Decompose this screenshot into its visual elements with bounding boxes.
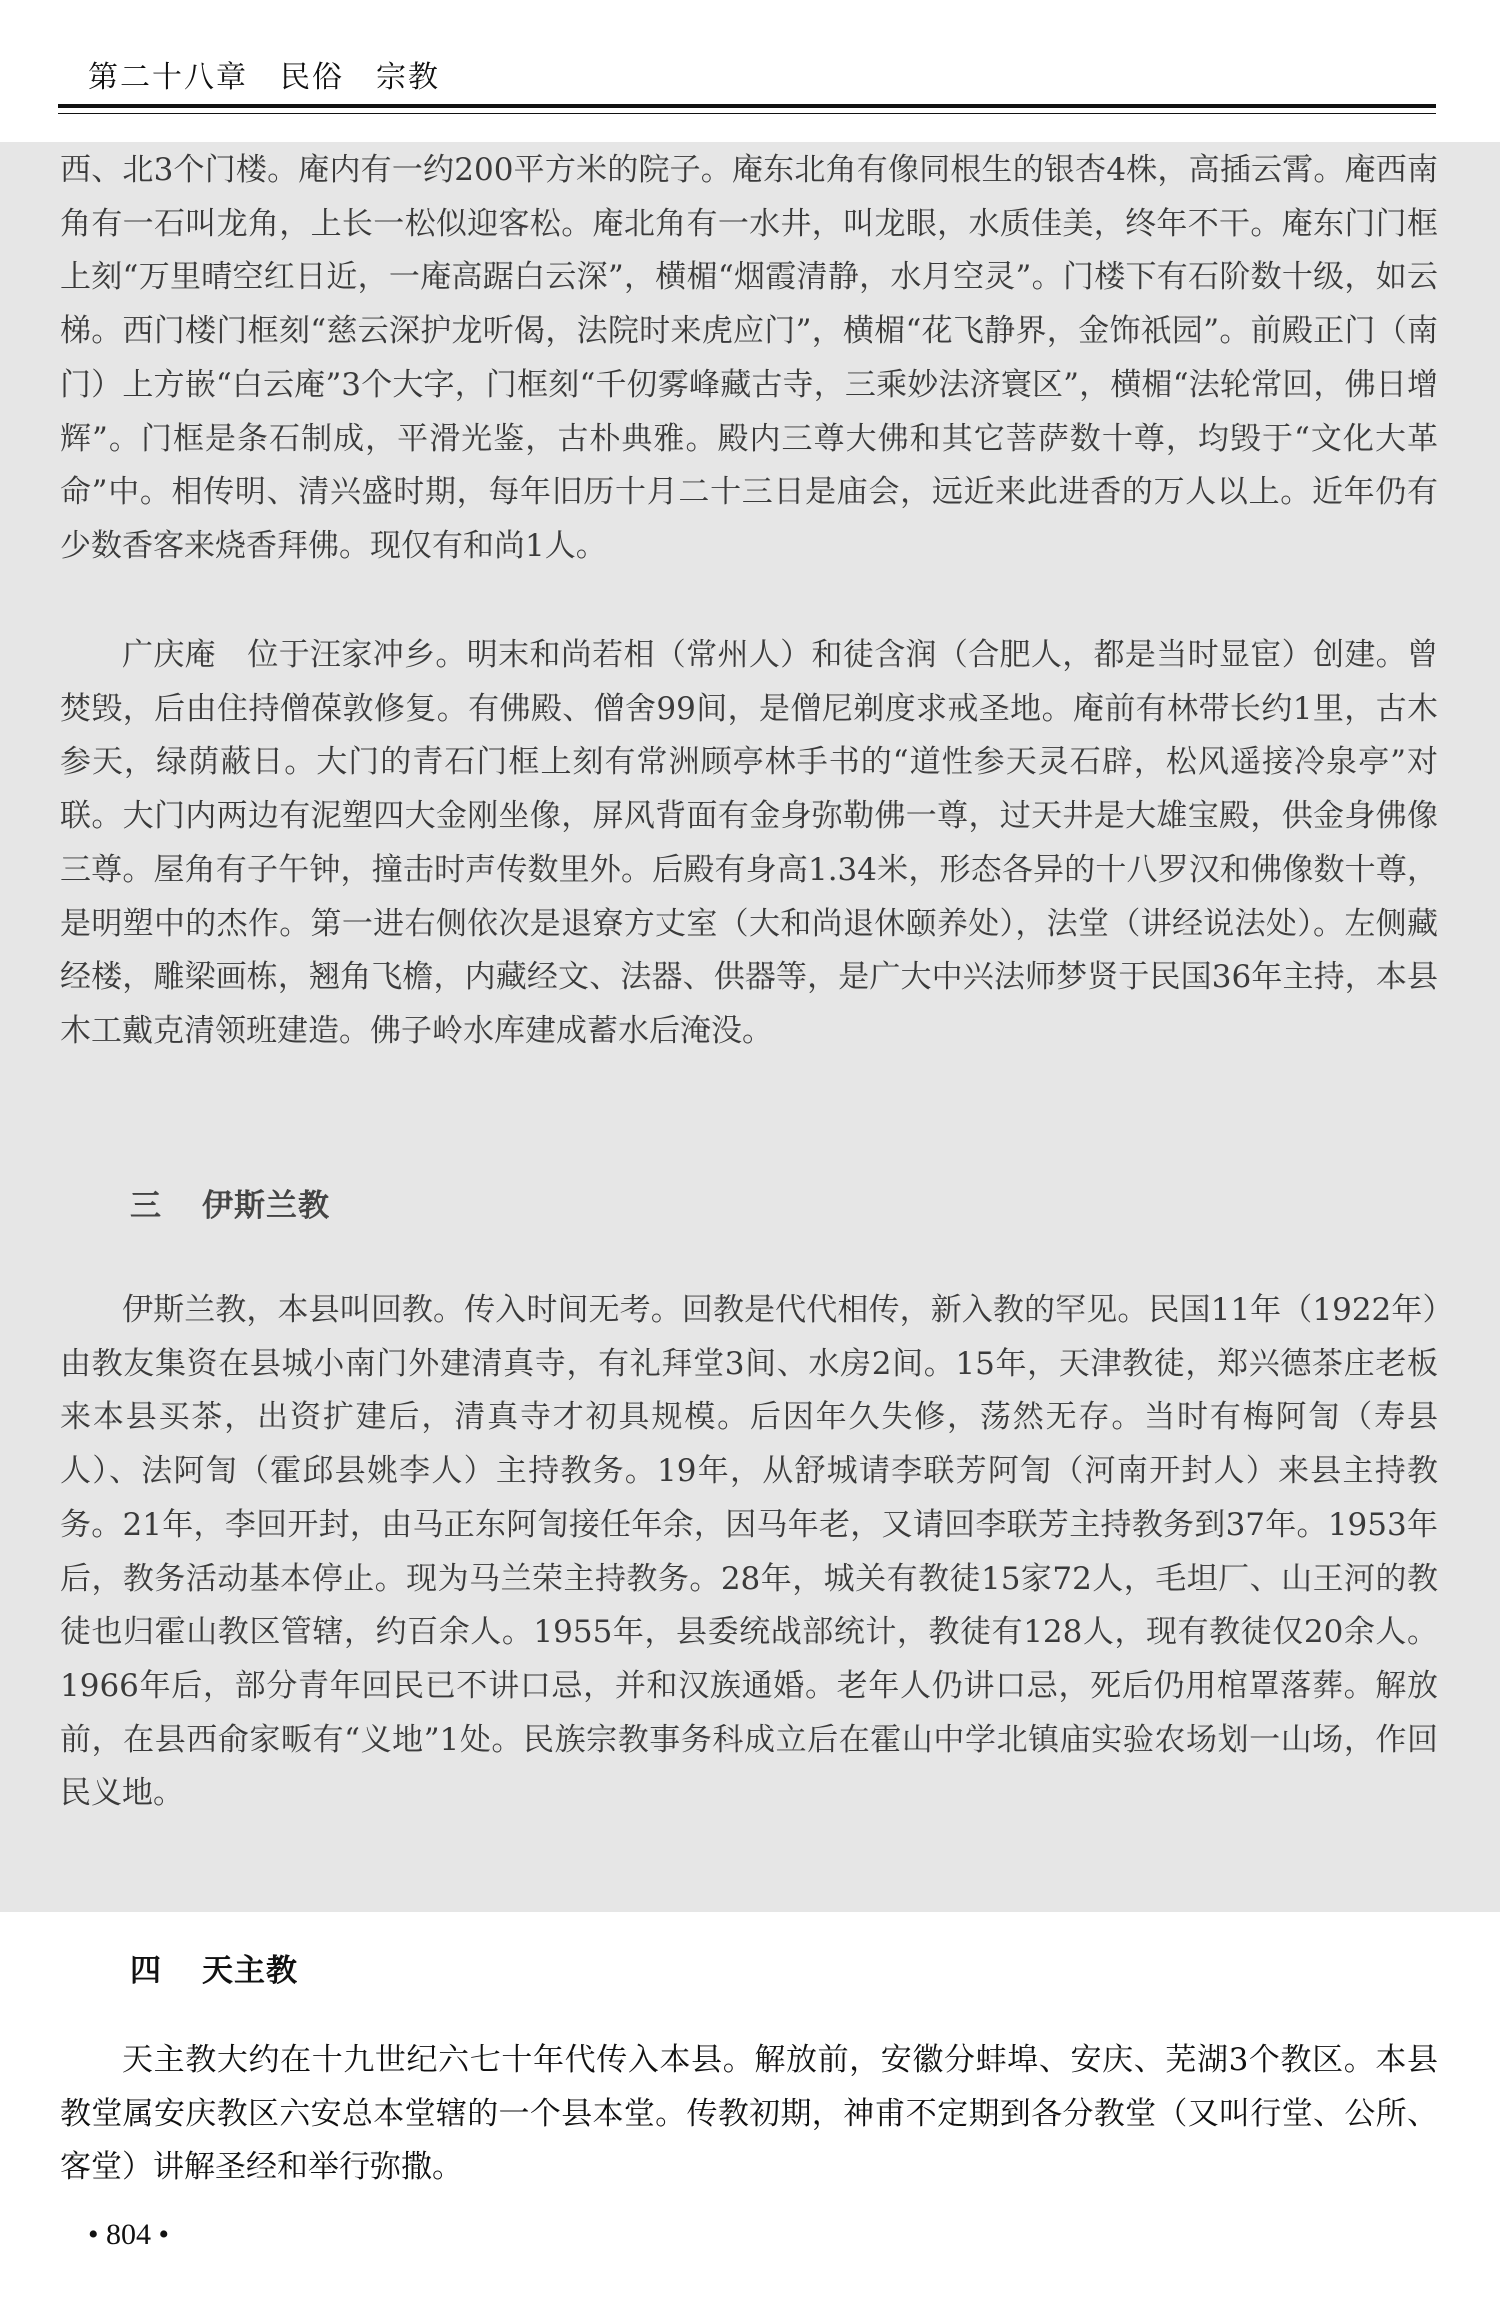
- paragraph-islam: [60, 1284, 1438, 1821]
- section-title: 伊斯兰教: [202, 1188, 330, 1224]
- paragraph-text: 伊斯兰教，本县叫回教。传入时间无考。回教是代代相传，新入教的罕见。民国11年（1922年）由教友集资在县城小南门外建清真寺，有礼拜堂3间、水房2间。15年，天津教徒，郑兴德茶庄老板来本县买茶，出资扩建后，清真寺才初具规模。后因年久失修，荡然无存。当时有梅阿訇（寿县人）、法阿訇（霍邱县姚李人）主持教务。19年，从舒城请李联芳阿訇（河南开封人）来县主持教务。21年，李回开封，由马正东阿訇接任年余，因马年老，又请回李联芳主持教务到37年。1953年后，教务活动基本停止。现为马兰荣主持教务。28年，城关有教徒15家72人，毛坦厂、山王河的教徒也归霍山教区管辖，约百余人。1955年，县委统战部统计，教徒有128人，现有教徒仅20余人。1966年后，部分青年回民已不讲口忌，并和汉族通婚。老年人仍讲口忌，死后仍用棺罩落葬。解放前，在县西俞家畈有“义地”1处。民族宗教事务科成立后在霍山中学北镇庙实验农场划一山场，作回民义地。: [60, 1292, 1438, 1812]
- header-rule-thin: [58, 113, 1436, 114]
- header-rule: [58, 104, 1436, 108]
- page-number: • 804 •: [88, 2218, 170, 2251]
- section-heading-catholicism: [130, 1945, 298, 1990]
- section-number: 三: [130, 1188, 162, 1224]
- section-heading-islam: [130, 1180, 330, 1225]
- section-title: 天主教: [202, 1953, 298, 1989]
- paragraph-baiyun-temple: [60, 144, 1438, 574]
- section-number: 四: [130, 1953, 162, 1989]
- paragraph-text: 西、北3个门楼。庵内有一约200平方米的院子。庵东北角有像同根生的银杏4株，高插云霄。庵西南角有一石叫龙角，上长一松似迎客松。庵北角有一水井，叫龙眼，水质佳美，终年不干。庵东门门框上刻“万里晴空红日近，一庵高踞白云深”，横楣“烟霞清静，水月空灵”。门楼下有石阶数十级，如云梯。西门楼门框刻“慈云深护龙听偈，法院时来虎应门”，横楣“花飞静界，金饰祇园”。前殿正门（南门）上方嵌“白云庵”3个大字，门框刻“千仞雾峰藏古寺，三乘妙法济寰区”，横楣“法轮常回，佛日增辉”。门框是条石制成，平滑光鉴，古朴典雅。殿内三尊大佛和其它菩萨数十尊，均毁于“文化大革命”中。相传明、清兴盛时期，每年旧历十月二十三日是庙会，远近来此进香的万人以上。近年仍有少数香客来烧香拜佛。现仅有和尚1人。: [60, 152, 1438, 564]
- chapter-header: 第二十八章 民俗 宗教: [88, 60, 440, 95]
- paragraph-catholicism: [60, 2034, 1438, 2195]
- paragraph-text: 天主教大约在十九世纪六七十年代传入本县。解放前，安徽分蚌埠、安庆、芜湖3个教区。本县教堂属安庆教区六安总本堂辖的一个县本堂。传教初期，神甫不定期到各分教堂（又叫行堂、公所、客堂）讲解圣经和举行弥撒。: [60, 2042, 1438, 2186]
- paragraph-guangqing-temple: [60, 629, 1438, 1059]
- paragraph-text: 广庆庵 位于汪家冲乡。明末和尚若相（常州人）和徒含润（合肥人，都是当时显宦）创建。曾焚毁，后由住持僧葆敦修复。有佛殿、僧舍99间，是僧尼剃度求戒圣地。庵前有林带长约1里，古木参天，绿荫蔽日。大门的青石门框上刻有常洲顾亭林手书的“道性参天灵石辟，松风遥接冷泉亭”对联。大门内两边有泥塑四大金刚坐像，屏风背面有金身弥勒佛一尊，过天井是大雄宝殿，供金身佛像三尊。屋角有子午钟，撞击时声传数里外。后殿有身高1.34米，形态各异的十八罗汉和佛像数十尊，是明塑中的杰作。第一进右侧依次是退寮方丈室（大和尚退休颐养处），法堂（讲经说法处）。左侧藏经楼，雕梁画栋，翘角飞檐，内藏经文、法器、供器等，是广大中兴法师梦贤于民国36年主持，本县木工戴克清领班建造。佛子岭水库建成蓄水后淹没。: [60, 637, 1438, 1049]
